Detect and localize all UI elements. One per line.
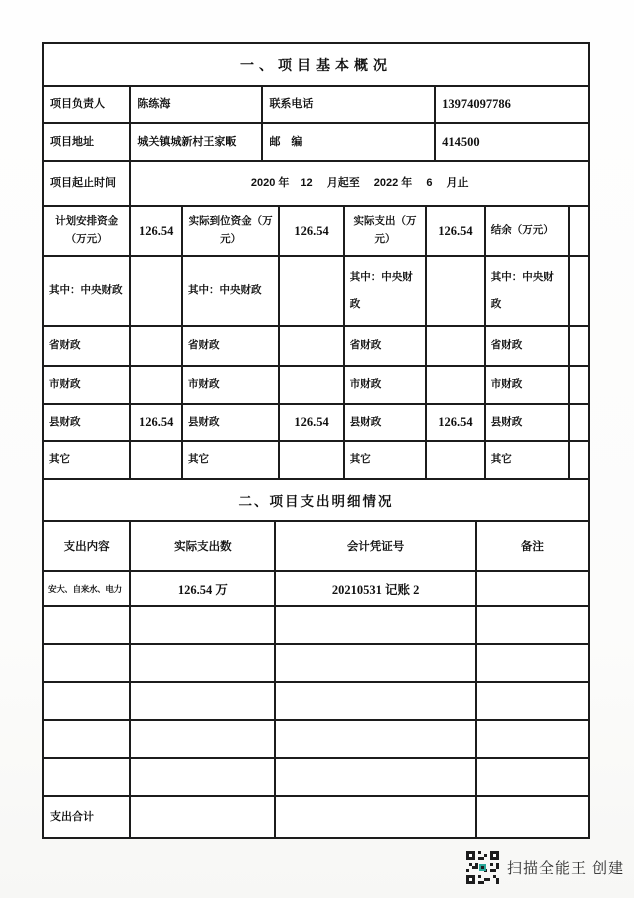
empty-amount xyxy=(131,645,276,681)
provincial-finance-value-1 xyxy=(131,327,183,365)
total-voucher xyxy=(276,797,476,837)
central-finance-label-2: 其中：中央财政 xyxy=(183,257,280,325)
empty-voucher xyxy=(276,759,477,795)
other-finance-label-1: 其它 xyxy=(44,442,131,478)
central-finance-value-3 xyxy=(427,257,486,325)
address-value: 城关镇城新村王家畈 xyxy=(131,124,263,160)
section2-title: 二、项目支出明细情况 xyxy=(238,494,394,509)
county-finance-label-3: 县财政 xyxy=(345,405,427,440)
city-finance-value-4 xyxy=(570,367,588,403)
expense-content-header: 支出内容 xyxy=(44,522,131,570)
provincial-finance-value-4 xyxy=(570,327,588,365)
provincial-finance-row xyxy=(44,327,588,367)
provincial-finance-label-2: 省财政 xyxy=(183,327,280,365)
expense-voucher: 20210531 记账 2 xyxy=(276,572,477,605)
provincial-finance-value-3 xyxy=(427,327,486,365)
postal-value: 414500 xyxy=(442,134,480,149)
expense-content: 安大、自来水、电力 xyxy=(44,572,131,605)
empty-note xyxy=(477,759,588,795)
other-finance-label-3: 其它 xyxy=(345,442,427,478)
phone-label: 联系电话 xyxy=(263,87,436,122)
empty-note xyxy=(477,645,588,681)
empty-voucher xyxy=(276,607,477,643)
county-finance-label-4: 县财政 xyxy=(486,405,570,440)
central-finance-label-1: 其中：中央财政 xyxy=(44,257,131,325)
empty-note xyxy=(477,607,588,643)
county-finance-value-3: 126.54 xyxy=(427,405,486,440)
other-finance-value-1 xyxy=(131,442,183,478)
received-funds-label: 实际到位资金（万元） xyxy=(183,207,280,255)
expense-empty-row xyxy=(44,683,588,721)
project-report-table xyxy=(42,42,590,839)
empty-amount xyxy=(131,721,276,757)
county-finance-label-1: 县财政 xyxy=(44,405,131,440)
funding-header-row xyxy=(44,207,588,257)
balance-label: 结余（万元） xyxy=(486,207,570,255)
expense-empty-row xyxy=(44,721,588,759)
actual-expense-label: 实际支出（万元） xyxy=(345,207,427,255)
empty-amount xyxy=(131,607,276,643)
other-finance-value-2 xyxy=(280,442,345,478)
county-finance-label-2: 县财政 xyxy=(183,405,280,440)
total-note xyxy=(477,797,588,837)
other-finance-row xyxy=(44,442,588,480)
central-finance-label-3: 其中：中央财政 xyxy=(345,257,427,325)
provincial-finance-label-1: 省财政 xyxy=(44,327,131,365)
city-finance-value-1 xyxy=(131,367,183,403)
empty-amount xyxy=(131,683,276,719)
period-value: 2020 年 12 月起至 2022 年 6 月止 xyxy=(250,177,469,190)
address-postal-row xyxy=(44,124,588,162)
expense-data-row xyxy=(44,572,588,607)
section1-title-row xyxy=(44,44,588,87)
total-amount xyxy=(131,797,276,837)
camscanner-qr-icon xyxy=(466,851,499,884)
section2-title-row xyxy=(44,480,588,522)
empty-voucher xyxy=(276,721,477,757)
balance-value xyxy=(570,207,588,255)
central-finance-row xyxy=(44,257,588,327)
leader-phone-row xyxy=(44,87,588,124)
city-finance-label-2: 市财政 xyxy=(183,367,280,403)
city-finance-label-3: 市财政 xyxy=(345,367,427,403)
phone-value: 13974097786 xyxy=(442,97,511,111)
planned-funds-label: 计划安排资金（万元） xyxy=(44,207,131,255)
city-finance-value-2 xyxy=(280,367,345,403)
scanner-credit-text: 扫描全能王 创建 xyxy=(507,860,625,877)
county-finance-row xyxy=(44,405,588,442)
city-finance-value-3 xyxy=(427,367,486,403)
expense-amount-header: 实际支出数 xyxy=(131,522,276,570)
empty-content xyxy=(44,607,131,643)
actual-expense-value: 126.54 xyxy=(427,207,486,255)
city-finance-label-4: 市财政 xyxy=(486,367,570,403)
empty-voucher xyxy=(276,683,477,719)
section1-title: 一、项目基本概况 xyxy=(240,56,392,73)
central-finance-value-2 xyxy=(280,257,345,325)
expense-empty-row xyxy=(44,759,588,797)
empty-voucher xyxy=(276,645,477,681)
other-finance-value-4 xyxy=(570,442,588,478)
county-finance-value-1: 126.54 xyxy=(131,405,183,440)
city-finance-row xyxy=(44,367,588,405)
empty-note xyxy=(477,721,588,757)
central-finance-value-4 xyxy=(570,257,588,325)
postal-label: 邮 编 xyxy=(263,124,436,160)
city-finance-label-1: 市财政 xyxy=(44,367,131,403)
expense-amount: 126.54 万 xyxy=(131,572,276,605)
county-finance-value-4 xyxy=(570,405,588,440)
empty-content xyxy=(44,721,131,757)
leader-label: 项目负责人 xyxy=(44,87,131,122)
provincial-finance-value-2 xyxy=(280,327,345,365)
expense-empty-row xyxy=(44,607,588,645)
expense-voucher-header: 会计凭证号 xyxy=(276,522,477,570)
county-finance-value-2: 126.54 xyxy=(280,405,345,440)
scanner-credit xyxy=(466,851,624,884)
planned-funds-value: 126.54 xyxy=(131,207,183,255)
period-label: 项目起止时间 xyxy=(44,162,131,205)
provincial-finance-label-4: 省财政 xyxy=(486,327,570,365)
empty-note xyxy=(477,683,588,719)
other-finance-value-3 xyxy=(427,442,486,478)
empty-content xyxy=(44,759,131,795)
expense-total-row xyxy=(44,797,588,837)
empty-content xyxy=(44,683,131,719)
empty-amount xyxy=(131,759,276,795)
expense-header-row xyxy=(44,522,588,572)
other-finance-label-4: 其它 xyxy=(486,442,570,478)
central-finance-label-4: 其中：中央财政 xyxy=(486,257,570,325)
total-label: 支出合计 xyxy=(44,797,131,837)
expense-note xyxy=(477,572,588,605)
expense-empty-row xyxy=(44,645,588,683)
period-row xyxy=(44,162,588,207)
other-finance-label-2: 其它 xyxy=(183,442,280,478)
expense-note-header: 备注 xyxy=(520,541,544,553)
central-finance-value-1 xyxy=(131,257,183,325)
received-funds-value: 126.54 xyxy=(280,207,345,255)
address-label: 项目地址 xyxy=(44,124,131,160)
empty-content xyxy=(44,645,131,681)
provincial-finance-label-3: 省财政 xyxy=(345,327,427,365)
leader-value: 陈练海 xyxy=(131,87,263,122)
